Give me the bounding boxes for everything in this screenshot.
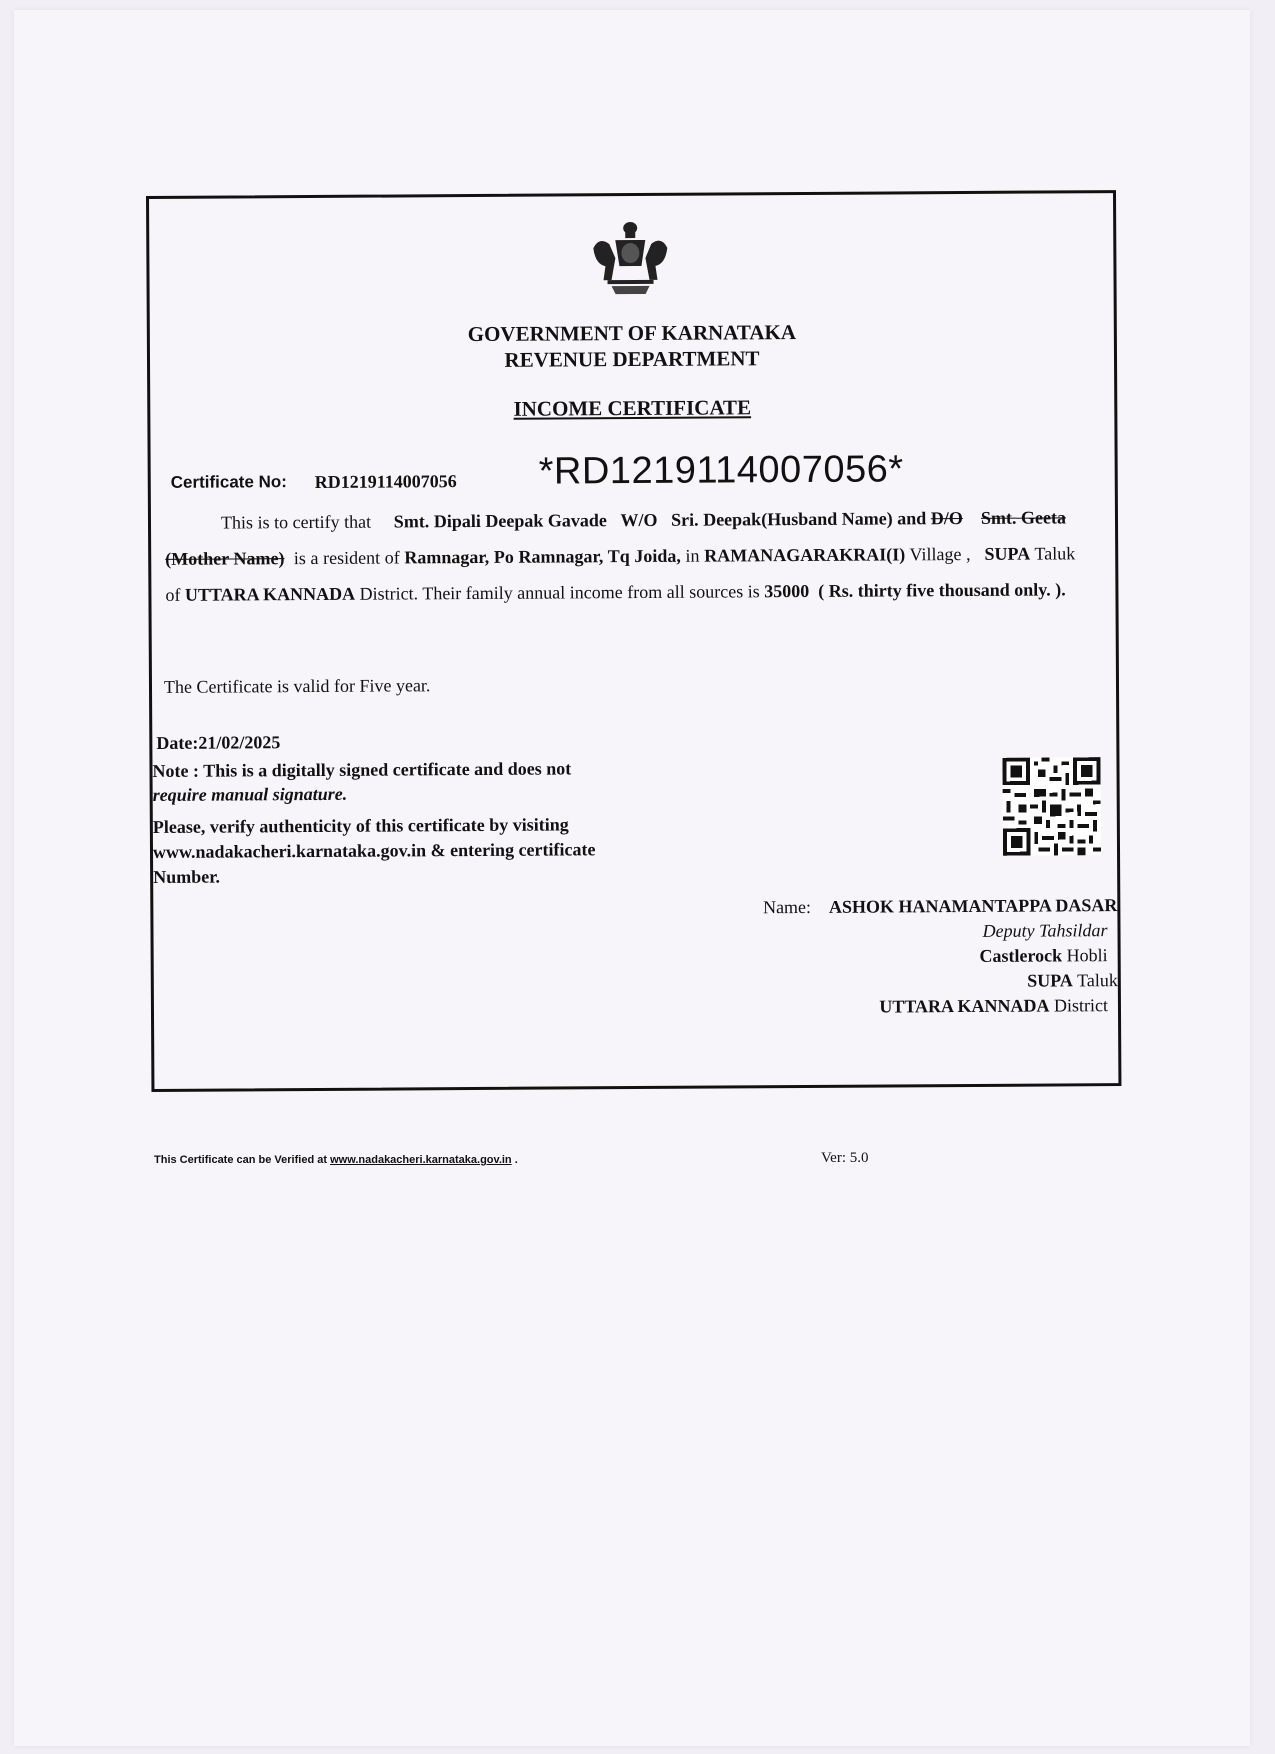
income-value: 35000 [764,580,810,602]
income-words: ( Rs. thirty five thousand only. ). [818,579,1066,601]
certificate-number-row [171,447,1091,497]
intro-text: This is to certify that [220,511,372,533]
income-text: income from all sources is [569,581,760,603]
mother-note: (Mother Name) [165,548,285,569]
signer-hobli-label: Hobli [1066,945,1108,966]
village-name: RAMANAGARAKRAI(I) [704,544,906,566]
version-label: Ver: 5.0 [821,1150,869,1166]
footer-suffix: . [511,1154,518,1166]
government-name: GOVERNMENT OF KARNATAKA [467,320,797,347]
mother-name: Smt. Geeta [980,507,1067,528]
note-line-1: Note : This is a digitally signed certificate and does not [152,758,572,781]
certificate-heading: INCOME CERTIFICATE [513,395,752,421]
note-line-2: require manual signature. [152,783,348,805]
digital-signature-note [152,756,612,807]
verify-instructions [153,812,633,890]
qr-code-icon [1002,757,1101,856]
government-title [150,317,1114,375]
address: Ramnagar, Po Ramnagar, Tq Joida, [404,545,681,568]
signer-designation: Deputy Tahsildar [982,920,1108,941]
signer-name-label: Name: [762,896,812,918]
signer-name: ASHOK HANAMANTAPPA DASAR [828,895,1118,917]
relation-do: D/O [930,508,963,529]
barcode-text: *RD1219114007056* [538,448,904,493]
in-text: in [685,545,700,566]
issue-date: Date:21/02/2025 [156,732,281,753]
district-name: UTTARA KANNADA [184,583,356,605]
signer-hobli: Castlerock [979,945,1063,966]
verify-line-1: Please, verify authenticity of this certificate by visiting [152,814,569,837]
district-label: District. Their family annual [359,582,566,604]
footer-text: This Certificate can be Verified at [154,1154,328,1166]
taluk-name: SUPA [984,543,1031,564]
signatory-block [677,893,1118,1021]
state-emblem-icon [585,218,675,299]
applicant-name: Smt. Dipali Deepak Gavade [393,510,607,532]
resident-text: is a resident of [293,547,400,569]
certificate-number: RD1219114007056 [314,471,457,492]
verify-line-3: Number. [153,866,221,887]
verify-line-2: www.nadakacheri.karnataka.gov.in & entering certificate [152,839,596,862]
footer-verification-note [154,1154,518,1166]
validity-text: The Certificate is valid for Five year. [163,675,431,697]
department-name: REVENUE DEPARTMENT [504,346,760,372]
footer-link[interactable]: www.nadakacheri.karnataka.gov.in [330,1154,512,1166]
signer-taluk: SUPA [1027,970,1073,991]
certificate-body [165,499,1076,613]
relation-wo: W/O [620,509,658,531]
certificate-number-label: Certificate No: [170,472,287,492]
signer-taluk-label: Taluk [1077,970,1118,991]
signer-district: UTTARA KANNADA [879,995,1050,1017]
husband-name: Sri. Deepak(Husband Name) and [671,508,927,530]
village-label: Village , [909,543,971,565]
signer-district-label: District [1053,995,1109,1016]
certificate-frame [146,190,1121,1092]
taluk-label: Taluk of [165,543,1076,605]
